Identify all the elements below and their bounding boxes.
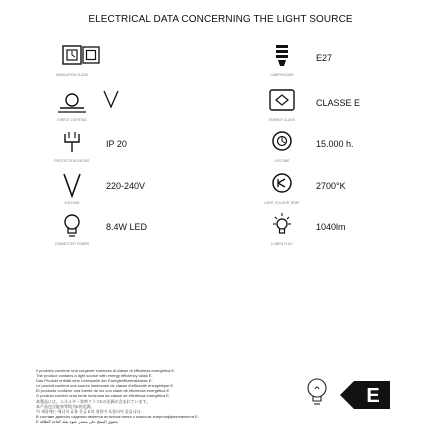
bulb-power-icon <box>50 211 94 243</box>
energy-notes <box>36 368 346 424</box>
energy-class-icon <box>260 87 304 119</box>
note-line: O produto contém uma fonte luminosa da classe de eficiência energética E. <box>36 393 171 399</box>
note-line: В составе данного изделия имеется источник света с классом энергоэффективности E. <box>36 413 199 419</box>
note-line: Le produit contient une source lumineuse de classe d'efficacité énergétique E. <box>36 383 175 389</box>
note-line: The product contains a light source with energy efficiency class E. <box>36 373 153 379</box>
ip-protection-icon <box>50 128 94 160</box>
note-line: 本产品包含能效等级为E的光源。 <box>36 403 95 409</box>
voltage-icon <box>50 170 94 202</box>
direct-light-icon <box>50 87 94 119</box>
lifetime-icon <box>260 128 304 160</box>
insulation-class-ii-icon <box>82 46 100 64</box>
note-line: El producto contiene una fuente de luz con clase de eficiencia energética E. <box>36 388 171 394</box>
page-title: ELECTRICAL DATA CONCERNING THE LIGHT SOURCE <box>88 14 353 25</box>
down-light-v-icon <box>102 89 120 109</box>
energy-class-e-badge <box>340 379 390 411</box>
note-line: 이 제품에는 에너지 효율 등급 E의 광원이 포함되어 있습니다. <box>36 408 142 414</box>
note-line: Das Produkt enthält eine Lichtquelle der Energieeffizienzklasse E. <box>36 378 153 384</box>
energy-class-letter: E <box>366 385 380 407</box>
socket-icon <box>260 42 304 74</box>
product-sheet: ELECTRICAL DATA CONCERNING THE LIGHT SOURCE INSULATION CLASS DIRECT LIGHTING PROTECTION RATING IP 20 VOLTAGE 220-240V CONNECTED POWER 8.4W LED LAMPHOLDER E27 ENERGY CLASS CLASSE E LIFETIME 15.000 h. LIGHT COLOUR TEMP. 2700°K LUMEN FLUX 1040lm Il prodotto contiene una sorgente luminosa di classe di efficienza energetica E. The product contains a light source with energy efficiency class E. Das Produkt enthält eine Lichtquelle der Energieeffizienzklasse E. Le produit contient une source lumineuse de classe d'efficacité énergétique E. El producto contiene una fuente de luz con clase de eficiencia energética E. O produto contém uma fonte luminosa da classe de eficiência energética E. 本製品には、エネルギー効率クラスEの光源が含まれています。 本产品包含能效等级为E的光源。 이 제품에는 에너지 효율 등급 E의 광원이 포함되어 있습니다. В составе данного изделия имеется источник света с классом энергоэффективности E. E يحتوي المنتج على مصدر ضوء بفئة كفاءة الطاقة E <box>0 0 441 440</box>
luminous-flux-icon <box>260 211 304 243</box>
note-line: E يحتوي المنتج على مصدر ضوء بفئة كفاءة الطاقة <box>36 418 118 424</box>
color-temperature-icon <box>260 170 304 202</box>
note-line: Il prodotto contiene una sorgente luminosa di classe di efficienza energetica E. <box>36 368 176 373</box>
light-bulb-icon <box>305 377 329 407</box>
note-line: 本製品には、エネルギー効率クラスEの光源が含まれています。 <box>36 398 151 404</box>
